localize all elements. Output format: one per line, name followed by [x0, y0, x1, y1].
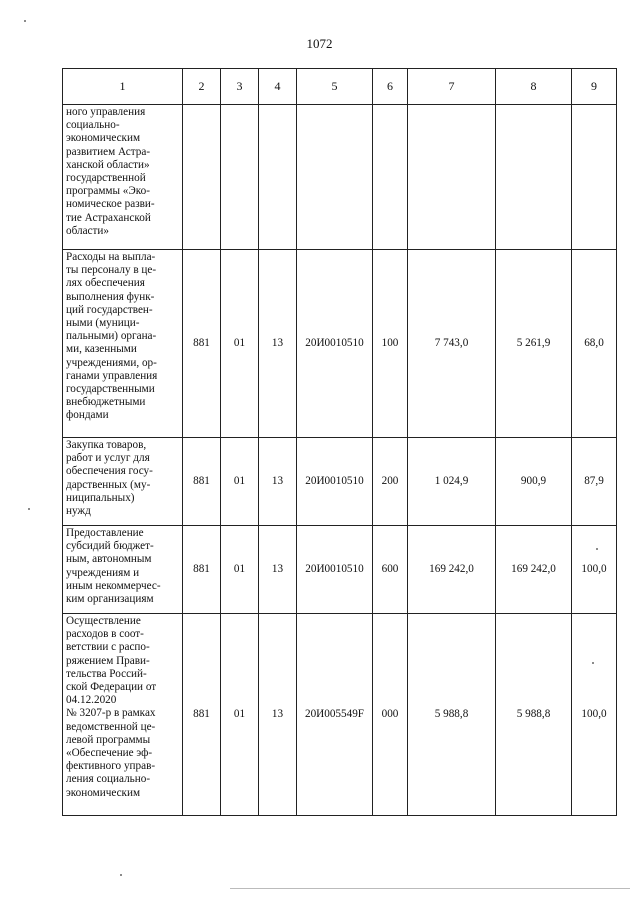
- column-header: 4: [259, 69, 297, 105]
- actual-amount-cell: 169 242,0: [496, 526, 572, 614]
- admin-code-cell: 881: [183, 250, 221, 438]
- budget-table: [62, 68, 617, 816]
- percent-cell: 68,0: [572, 250, 617, 438]
- actual-amount-cell: 900,9: [496, 438, 572, 526]
- column-header: 3: [221, 69, 259, 105]
- subsection-cell: [259, 105, 297, 250]
- section-cell: 01: [221, 526, 259, 614]
- admin-code-cell: 881: [183, 438, 221, 526]
- header-row: [63, 69, 617, 105]
- target-article-cell: 20И0010510: [297, 526, 373, 614]
- page-number: 1072: [306, 36, 333, 51]
- table-row: [63, 105, 617, 250]
- section-cell: [221, 105, 259, 250]
- plan-amount-cell: 7 743,0: [408, 250, 496, 438]
- scan-speck: [24, 20, 26, 22]
- plan-amount-cell: 1 024,9: [408, 438, 496, 526]
- scan-edge-line: [230, 888, 630, 889]
- section-cell: 01: [221, 438, 259, 526]
- column-header: 5: [297, 69, 373, 105]
- column-header: 7: [408, 69, 496, 105]
- subsection-cell: 13: [259, 526, 297, 614]
- row-name-cell: Предоставление субсидий бюджет- ным, автономным учреждениям и иным некоммерчес- ким организациям: [63, 526, 183, 614]
- column-header: 9: [572, 69, 617, 105]
- target-article-cell: 20И005549F: [297, 614, 373, 816]
- actual-amount-cell: 5 261,9: [496, 250, 572, 438]
- scan-speck: [28, 508, 30, 510]
- plan-amount-cell: 169 242,0: [408, 526, 496, 614]
- plan-amount-cell: [408, 105, 496, 250]
- subsection-cell: 13: [259, 250, 297, 438]
- actual-amount-cell: 5 988,8: [496, 614, 572, 816]
- admin-code-cell: [183, 105, 221, 250]
- plan-amount-cell: 5 988,8: [408, 614, 496, 816]
- row-name-cell: Расходы на выпла- ты персоналу в це- лях обеспечения выполнения функ- ций государствен- ными (муници- пальными) органа- ми, казенными учреждениями, ор- ганами управления государственными внебюджетными фондами: [63, 250, 183, 438]
- admin-code-cell: 881: [183, 614, 221, 816]
- actual-amount-cell: [496, 105, 572, 250]
- expense-type-cell: 200: [373, 438, 408, 526]
- column-header: 6: [373, 69, 408, 105]
- scan-speck: [120, 874, 122, 876]
- expense-type-cell: 000: [373, 614, 408, 816]
- row-name-cell: Осуществление расходов в соот- ветствии с распо- ряжением Прави- тельства Россий- ской Федерации от 04.12.2020 № 3207-р в рамках ведомственной це- левой программы «Обеспечение эф- фективного управ- ления социально- экономическим: [63, 614, 183, 816]
- expense-type-cell: 600: [373, 526, 408, 614]
- admin-code-cell: 881: [183, 526, 221, 614]
- expense-type-cell: [373, 105, 408, 250]
- column-header: 1: [63, 69, 183, 105]
- section-cell: 01: [221, 250, 259, 438]
- target-article-cell: [297, 105, 373, 250]
- table-row: [63, 614, 617, 816]
- row-name-cell: Закупка товаров, работ и услуг для обеспечения госу- дарственных (му- ниципальных) нужд: [63, 438, 183, 526]
- percent-cell: [572, 105, 617, 250]
- row-name-cell: ного управления социально- экономическим развитием Астра- ханской области» государственной программы «Эко- номическое разви- тие Астраханской области»: [63, 105, 183, 250]
- expense-type-cell: 100: [373, 250, 408, 438]
- percent-cell: 100,0: [572, 526, 617, 614]
- table-row: [63, 526, 617, 614]
- percent-cell: 100,0: [572, 614, 617, 816]
- table-row: [63, 438, 617, 526]
- target-article-cell: 20И0010510: [297, 250, 373, 438]
- subsection-cell: 13: [259, 438, 297, 526]
- target-article-cell: 20И0010510: [297, 438, 373, 526]
- table-row: [63, 250, 617, 438]
- percent-cell: 87,9: [572, 438, 617, 526]
- subsection-cell: 13: [259, 614, 297, 816]
- section-cell: 01: [221, 614, 259, 816]
- column-header: 8: [496, 69, 572, 105]
- column-header: 2: [183, 69, 221, 105]
- scan-speck: [592, 662, 594, 664]
- scan-speck: [596, 548, 598, 550]
